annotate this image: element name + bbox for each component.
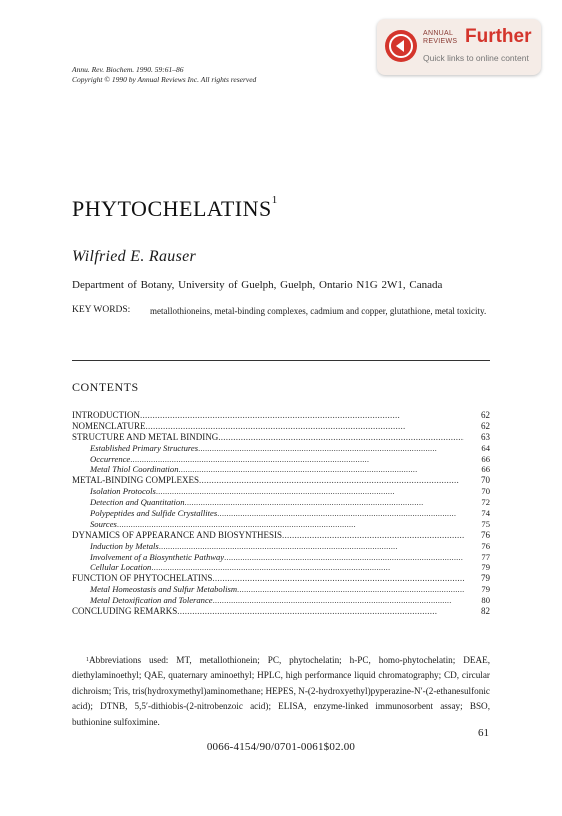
keywords-label: KEY WORDS: xyxy=(72,305,131,315)
toc-entry-page: 75 xyxy=(481,518,490,529)
toc-entry-label: DYNAMICS OF APPEARANCE AND BIOSYNTHESIS xyxy=(72,529,283,540)
divider-rule xyxy=(72,360,490,361)
toc-entry-label: INTRODUCTION xyxy=(72,410,140,420)
table-of-contents xyxy=(72,410,490,617)
toc-entry[interactable] xyxy=(72,454,490,465)
toc-entry-label: Isolation Protocols xyxy=(90,486,156,497)
toc-leader-dots xyxy=(159,541,464,552)
toc-entry-page: 66 xyxy=(481,453,490,464)
toc-leader-dots xyxy=(151,562,464,573)
toc-entry-label: Detection and Quantitation xyxy=(90,497,185,508)
toc-entry[interactable] xyxy=(72,562,490,573)
banner-publisher xyxy=(423,30,457,46)
toc-entry[interactable] xyxy=(72,595,490,606)
toc-entry-label: Occurrence xyxy=(90,453,131,464)
toc-entry-label: STRUCTURE AND METAL BINDING xyxy=(72,431,219,442)
footnote-number: 1 xyxy=(86,657,89,663)
toc-entry[interactable] xyxy=(72,443,490,454)
toc-entry-page: 63 xyxy=(481,431,490,442)
toc-entry-page: 72 xyxy=(481,497,490,508)
toc-entry[interactable] xyxy=(72,432,490,443)
toc-entry[interactable] xyxy=(72,486,490,497)
toc-entry-label: Polypeptides and Sulfide Crystallites xyxy=(90,508,218,519)
toc-entry-label: Metal Detoxification and Tolerance xyxy=(90,595,213,606)
toc-leader-dots xyxy=(282,530,464,541)
article-title xyxy=(72,196,278,222)
toc-leader-dots xyxy=(199,475,464,486)
toc-entry-page: 62 xyxy=(481,410,490,420)
toc-entry-page: 66 xyxy=(481,464,490,475)
contents-heading: CONTENTS xyxy=(72,380,139,394)
toc-leader-dots xyxy=(156,486,464,497)
toc-leader-dots xyxy=(237,584,464,595)
toc-entry[interactable] xyxy=(72,552,490,563)
toc-entry[interactable] xyxy=(72,530,490,541)
annual-reviews-further-banner[interactable] xyxy=(377,19,541,75)
toc-entry[interactable] xyxy=(72,497,490,508)
toc-entry-label: Cellular Location xyxy=(90,562,152,573)
toc-entry-page: 70 xyxy=(481,486,490,497)
toc-entry-label: NOMENCLATURE xyxy=(72,420,146,431)
toc-entry[interactable] xyxy=(72,475,490,486)
toc-entry[interactable] xyxy=(72,541,490,552)
toc-entry-label: Metal Thiol Coordination xyxy=(90,464,179,475)
banner-further: Further xyxy=(465,26,532,47)
toc-leader-dots xyxy=(117,519,464,530)
banner-subtitle: Quick links to online content xyxy=(423,53,529,63)
play-icon xyxy=(385,30,417,62)
author-affiliation: Department of Botany, University of Guelph, Guelph, Ontario N1G 2W1, Canada xyxy=(72,279,443,291)
toc-entry-label: CONCLUDING REMARKS xyxy=(72,606,178,617)
citation xyxy=(72,65,256,85)
toc-leader-dots xyxy=(198,443,464,454)
toc-entry-page: 79 xyxy=(481,573,490,584)
toc-entry[interactable] xyxy=(72,421,490,432)
title-footnote-marker[interactable]: 1 xyxy=(271,194,278,206)
toc-entry-page: 79 xyxy=(481,584,490,595)
toc-entry-page: 77 xyxy=(481,551,490,562)
toc-leader-dots xyxy=(224,552,464,563)
toc-leader-dots xyxy=(177,606,464,617)
toc-entry-label: Induction by Metals xyxy=(90,540,159,551)
citation-journal: Annu. Rev. Biochem. 1990. 59:61–86 xyxy=(72,65,184,74)
toc-entry-label: Established Primary Structures xyxy=(90,442,199,453)
toc-leader-dots xyxy=(218,432,464,443)
banner-reviews: REVIEWS xyxy=(423,38,458,45)
toc-entry-label: METAL-BINDING COMPLEXES xyxy=(72,475,200,486)
author-name: Wilfried E. Rauser xyxy=(72,248,197,265)
keywords-text: metallothioneins, metal-binding complexes, cadmium and copper, glutathione, metal toxicity. xyxy=(150,306,487,316)
footnote xyxy=(72,653,490,730)
toc-entry[interactable] xyxy=(72,606,490,617)
toc-entry[interactable] xyxy=(72,573,490,584)
toc-leader-dots xyxy=(179,464,465,475)
toc-entry-label: Involvement of a Biosynthetic Pathway xyxy=(90,551,225,562)
toc-entry-page: 62 xyxy=(481,420,490,431)
toc-entry-page: 79 xyxy=(481,562,490,573)
toc-leader-dots xyxy=(140,410,464,421)
article-title-text: PHYTOCHELATINS xyxy=(72,196,272,221)
toc-entry-page: 76 xyxy=(481,540,490,551)
toc-leader-dots xyxy=(212,573,464,584)
toc-entry-page: 74 xyxy=(481,508,490,519)
toc-entry[interactable] xyxy=(72,519,490,530)
toc-leader-dots xyxy=(146,421,465,432)
toc-entry[interactable] xyxy=(72,508,490,519)
footnote-text: Abbreviations used: MT, metallothionein; PC, phytochelatin; h-PC, homo-phytochelatin; DEAE, diethylaminoethyl; QAE, quaternary aminoethyl; HPLC, high performance liquid chromatography; CD, circular dichroism; Tris, tris(hydroxymethyl)aminomethane; HEPES, N-(2-hydroxyethyl)pyperazine-N′-(2-ethanesulfonic acid); DTNB, 5,5′-dithiobis-(2-nitrobenzoic acid); ELISA, enzyme-linked immunosorbent assay; BSO, buthionine sulfoximine. xyxy=(72,655,490,727)
banner-annual: ANNUAL xyxy=(423,30,454,37)
toc-leader-dots xyxy=(213,595,464,606)
toc-entry[interactable] xyxy=(72,584,490,595)
toc-leader-dots xyxy=(217,508,464,519)
toc-entry-label: Metal Homeostasis and Sulfur Metabolism xyxy=(90,584,238,595)
toc-entry-page: 76 xyxy=(481,529,490,540)
toc-leader-dots xyxy=(185,497,464,508)
citation-copyright: Copyright © 1990 by Annual Reviews Inc. All rights reserved xyxy=(72,75,257,84)
toc-entry-label: Sources xyxy=(90,518,117,529)
toc-entry-page: 64 xyxy=(481,442,490,453)
toc-entry-page: 70 xyxy=(481,475,490,486)
page-number: 61 xyxy=(478,727,489,739)
toc-entry[interactable] xyxy=(72,410,490,421)
price-code: 0066-4154/90/0701-0061$02.00 xyxy=(206,741,356,753)
toc-entry-page: 82 xyxy=(481,606,490,617)
toc-entry-page: 80 xyxy=(481,595,490,606)
toc-leader-dots xyxy=(130,454,464,465)
toc-entry[interactable] xyxy=(72,464,490,475)
toc-entry-label: FUNCTION OF PHYTOCHELATINS xyxy=(72,573,213,584)
